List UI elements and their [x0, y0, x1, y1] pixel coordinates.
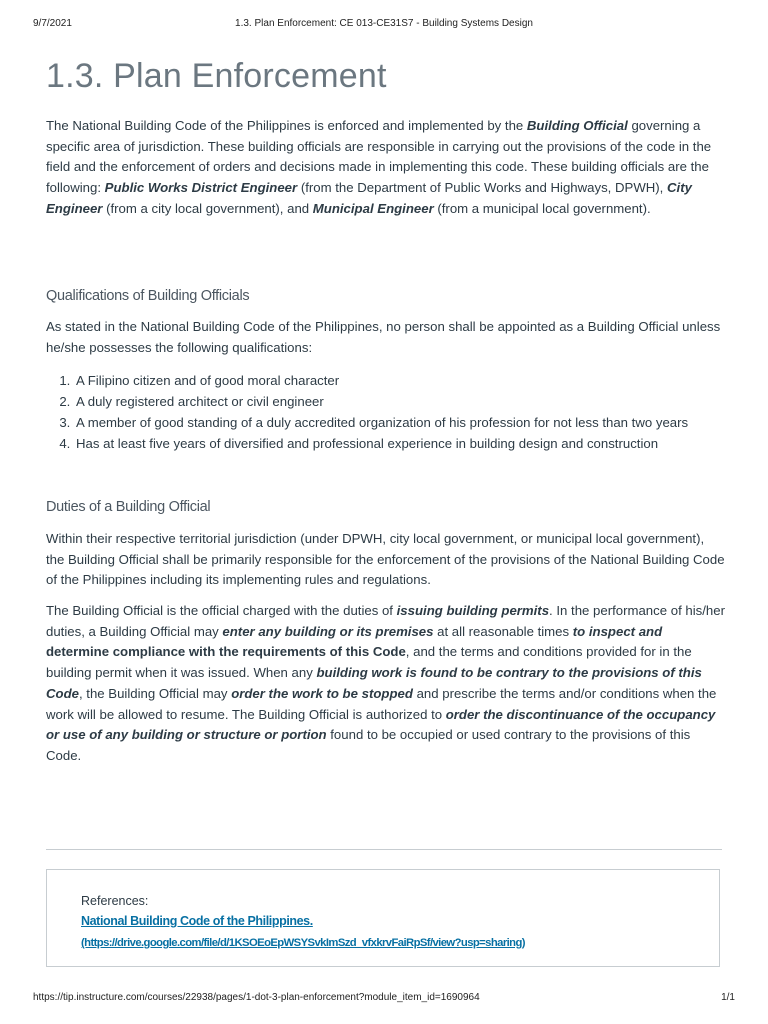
qualifications-intro: As stated in the National Building Code of the Philippines, no person shall be appointed as a Building Official unless he/she possesses the following qualifications: — [46, 319, 721, 355]
qualifications-heading: Qualifications of Building Officials — [46, 288, 250, 304]
print-date: 9/7/2021 — [33, 18, 72, 29]
section-divider — [46, 849, 722, 850]
list-item: 4. Has at least five years of diversified and professional experience in building design and construction — [74, 433, 764, 454]
references-label: References: — [81, 894, 149, 908]
references-box — [46, 869, 720, 967]
print-url: https://tip.instructure.com/courses/22938/pages/1-dot-3-plan-enforcement?module_item_id=1690964 — [33, 992, 480, 1003]
list-item: 1. A Filipino citizen and of good moral character — [74, 370, 764, 391]
print-page-title: 1.3. Plan Enforcement: CE 013-CE31S7 - Building Systems Design — [235, 18, 533, 29]
duties-paragraph-2: The Building Official is the official charged with the duties of issuing building permits. In the performance of his/her duties, a Building Official may enter any building or its premises at all reasonable times to inspect and determine compliance with the requirements of this Code, and the terms and conditions provided for in the building permit when it was issued. When any building work is found to be contrary to the provisions of this Code, the Building Official may order the work to be stopped and prescribe the terms and/or conditions when the work will be allowed to resume. The Building Official is authorized to order the discontinuance of the occupancy or use of any building or structure or portion found to be occupied or used contrary to the provisions of this Code. — [46, 603, 725, 763]
list-item: 3. A member of good standing of a duly accredited organization of his profession for not less than two years — [74, 412, 764, 433]
page-title: 1.3. Plan Enforcement — [46, 57, 387, 95]
emph-pwd-engineer: Public Works District Engineer — [104, 180, 298, 196]
intro-paragraph: The National Building Code of the Philippines is enforced and implemented by the Building Official governing a specific area of jurisdiction. These building officials are responsible in carrying out the provisions of the code in the field and the enforcement of orders and decisions made in implementing this code. These building officials are the following: Public Works District Engineer (from the Department of Public Works and Highways, DPWH), City Engineer (from a city local government), and Municipal Engineer (from a municipal local government). — [46, 118, 712, 216]
list-item: 2. A duly registered architect or civil engineer — [74, 391, 764, 412]
qualifications-list — [46, 370, 764, 454]
emph-municipal-engineer: Municipal Engineer — [312, 200, 434, 216]
duties-heading: Duties of a Building Official — [46, 499, 211, 515]
duties-paragraph-1: Within their respective territorial jurisdiction (under DPWH, city local government, or municipal local government), the Building Official shall be primarily responsible for the enforcement of the provisions of the National Building Code of the Philippines including its implementing rules and regulations. — [46, 531, 725, 588]
print-page-number: 1/1 — [721, 992, 735, 1003]
nbc-reference-link[interactable]: National Building Code of the Philippines. — [81, 914, 313, 928]
emph-city-engineer: City Engineer — [46, 180, 692, 216]
nbc-reference-url-link[interactable]: (https://drive.google.com/file/d/1KSOEoEpWSYSvkImSzd_vfxkrvFaiRpSf/view?usp=sharing) — [81, 937, 525, 949]
emph-building-official: Building Official — [526, 118, 628, 133]
